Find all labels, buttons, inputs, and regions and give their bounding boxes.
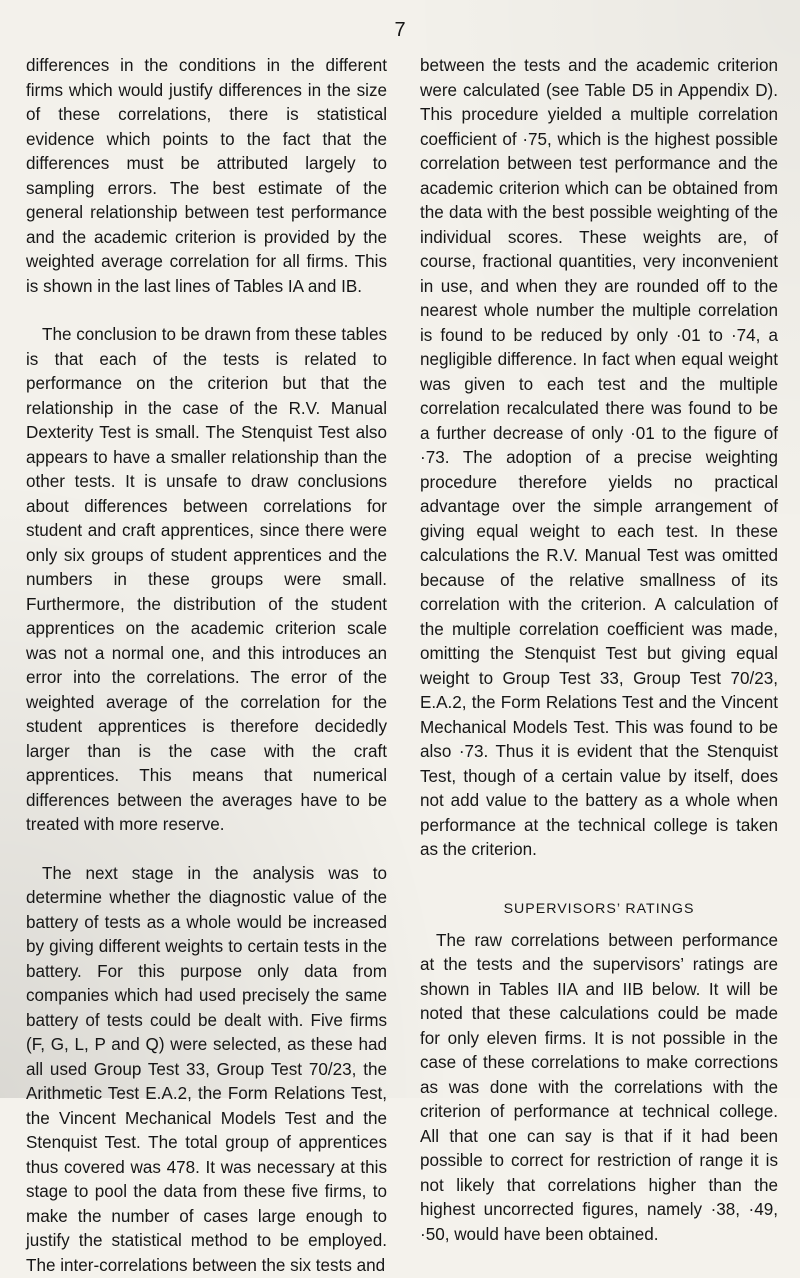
section-heading: SUPERVISORS’ RATINGS xyxy=(420,899,778,919)
page-number: 7 xyxy=(0,18,800,42)
left-paragraph-3: The next stage in the analysis was to determine whether the diagnostic value of the battery of tests as a whole would be increased by giving different weights to certain tests in the battery. For this purpose only data from companies which had used precisely the same battery of tests could be dealt with. Five firms (F, G, L, P and Q) were selected, as these had all used Group Test 33, Group Test 70/23, the Arithmetic Test E.A.2, the Form Relations Test, the Vincent Mechanical Models Test and the Stenquist Test. The total group of apprentices thus covered was 478. It was necessary at this stage to pool the data from these five firms, to make the number of cases large enough to justify the statistical method to be employed. The inter-correlations between the six tests and xyxy=(26,862,387,1278)
right-paragraph-2: The raw correlations between performance at the tests and the supervisors’ ratings are shown in Tables IIA and IIB below. It will be noted that these calculations could be made for only eleven firms. It is not possible in the case of these correlations to make corrections as was done with the correlations with the criterion of performance at technical college. All that one can say is that if it had been possible to correct for restriction of range it is not likely that correlations higher than the highest uncorrected figures, namely ·38, ·49, ·50, would have been obtained. xyxy=(420,929,778,1248)
right-paragraph-1: between the tests and the academic criterion were calculated (see Table D5 in Appendix D). This procedure yielded a multiple correlation coefficient of ·75, which is the highest possible correlation between test performance and the academic criterion which can be obtained from the data with the best possible weighting of the individual scores. These weights are, of course, fractional quantities, very inconvenient in use, and when they are rounded off to the nearest whole number the multiple correlation is found to be reduced by only ·01 to ·74, a negligible difference. In fact when equal weight was given to each test and the multiple correlation recalculated there was found to be a further decrease of only ·01 to the figure of ·73. The adoption of a precise weighting procedure therefore yields no practical advantage over the simple arrangement of giving equal weight to each test. In these calculations the R.V. Manual Test was omitted because of the relative smallness of its correlation with the criterion. A calculation of the multiple correlation coefficient was made, omitting the Stenquist Test but giving equal weight to Group Test 33, Group Test 70/23, E.A.2, the Form Relations Test and the Vincent Mechanical Models Test. This was found to be also ·73. Thus it is evident that the Stenquist Test, though of a certain value by itself, does not add value to the battery as a whole when performance at the technical college is taken as the criterion. xyxy=(420,54,778,863)
left-column xyxy=(26,54,387,1278)
left-paragraph-1: differences in the conditions in the different firms which would justify differences in the size of these correlations, there is statistical evidence which points to the fact that the differences must be attributed largely to sampling errors. The best estimate of the general relationship between test performance and the academic criterion is provided by the weighted average correlation for all firms. This is shown in the last lines of Tables IA and IB. xyxy=(26,54,387,299)
right-column xyxy=(420,54,778,1247)
left-paragraph-2: The conclusion to be drawn from these tables is that each of the tests is related to performance on the criterion but that the relationship in the case of the R.V. Manual Dexterity Test is small. The Stenquist Test also appears to have a smaller relationship than the other tests. It is unsafe to draw conclusions about differences between correlations for student and craft apprentices, since there were only six groups of student apprentices and the numbers in these groups were small. Furthermore, the distribution of the student apprentices on the academic criterion scale was not a normal one, and this introduces an error into the correlations. The error of the weighted average of the correlation for the student apprentices is therefore decidedly larger than is the case with the craft apprentices. This means that numerical differences between the averages have to be treated with more reserve. xyxy=(26,323,387,838)
